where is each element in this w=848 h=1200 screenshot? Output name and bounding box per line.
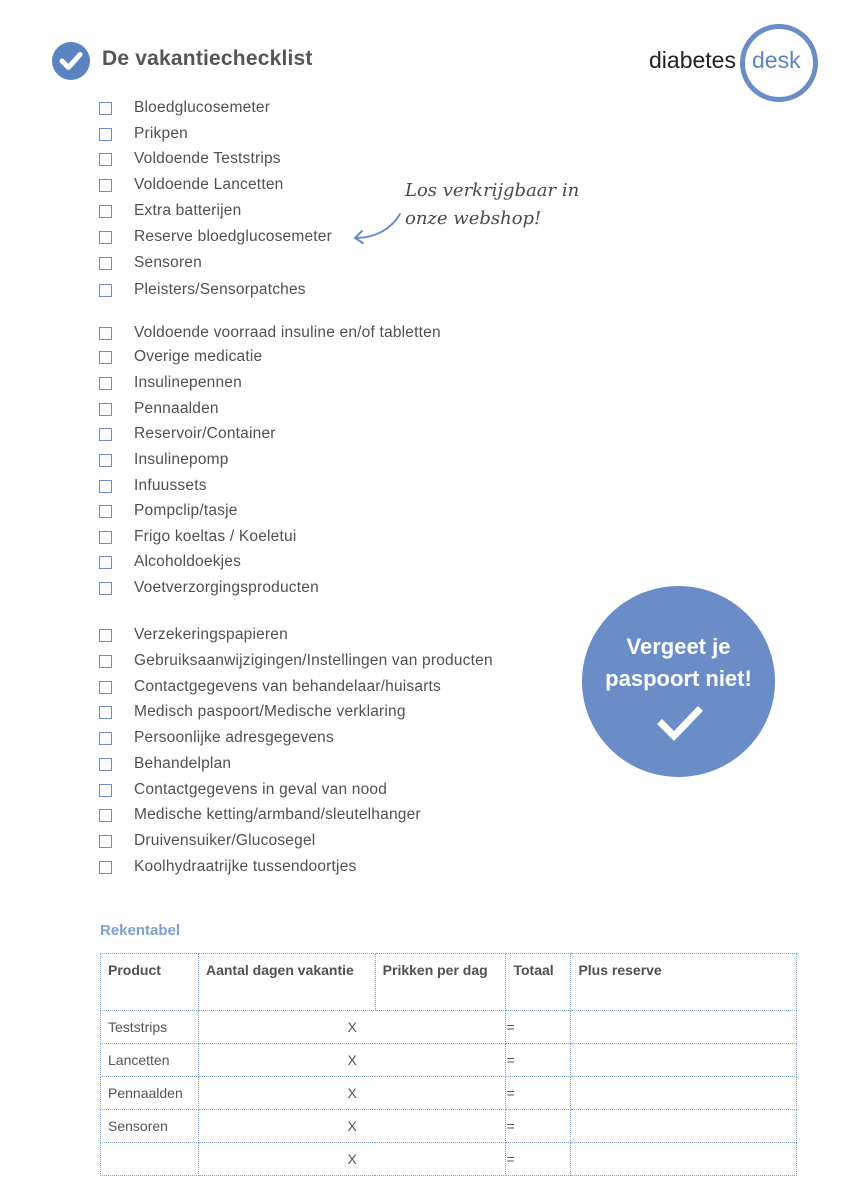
checklist-item[interactable] (99, 98, 271, 118)
checklist-item[interactable] (99, 424, 276, 444)
multiply-cell[interactable] (198, 1077, 506, 1110)
reserve-cell[interactable] (571, 1044, 797, 1077)
checklist-item-label: Extra batterijen (134, 202, 242, 219)
checklist-item[interactable] (99, 227, 332, 247)
checkbox[interactable] (99, 655, 112, 668)
table-row (101, 1077, 797, 1110)
checkbox[interactable] (99, 706, 112, 719)
checklist-item[interactable] (99, 399, 219, 419)
product-cell: Teststrips (101, 1011, 199, 1044)
equals-symbol: = (506, 1085, 515, 1101)
equals-cell[interactable] (506, 1044, 571, 1077)
page-title: De vakantiechecklist (102, 47, 313, 70)
multiply-cell[interactable] (198, 1011, 506, 1044)
checkbox[interactable] (99, 428, 112, 441)
checkbox[interactable] (99, 531, 112, 544)
equals-symbol: = (506, 1118, 515, 1134)
checklist-item[interactable] (99, 831, 316, 851)
checklist-item[interactable] (99, 780, 388, 800)
equals-symbol: = (506, 1052, 515, 1068)
product-cell: Lancetten (101, 1044, 199, 1077)
times-symbol: X (347, 1118, 357, 1134)
equals-cell[interactable] (506, 1011, 571, 1044)
checklist-item-label: Voetverzorgingsproducten (134, 579, 319, 596)
column-header-reserve: Plus reserve (571, 954, 797, 1011)
checklist-item[interactable] (99, 857, 357, 877)
checklist-item[interactable] (99, 280, 306, 300)
checkbox[interactable] (99, 758, 112, 771)
checklist-item[interactable] (99, 124, 188, 144)
checklist-item[interactable] (99, 149, 281, 169)
checklist-item-label: Gebruiksaanwijzigingen/Instellingen van producten (134, 652, 493, 669)
checklist-item-label: Verzekeringspapieren (134, 626, 288, 643)
multiply-cell[interactable] (198, 1143, 506, 1176)
checklist-item[interactable] (99, 552, 242, 572)
checklist-item-label: Contactgegevens in geval van nood (134, 781, 388, 798)
checkbox[interactable] (99, 403, 112, 416)
checklist-item-label: Insulinepennen (134, 374, 242, 391)
checkbox[interactable] (99, 556, 112, 569)
times-symbol: X (347, 1085, 357, 1101)
table-header-row (101, 954, 797, 1011)
logo-text-diabetes: diabetes (649, 47, 736, 73)
equals-cell[interactable] (506, 1077, 571, 1110)
checkbox[interactable] (99, 454, 112, 467)
calc-table (100, 953, 797, 1176)
reserve-cell[interactable] (571, 1077, 797, 1110)
equals-cell[interactable] (506, 1143, 571, 1176)
checkbox[interactable] (99, 257, 112, 270)
checklist-item[interactable] (99, 323, 441, 343)
checkbox[interactable] (99, 784, 112, 797)
reserve-cell[interactable] (571, 1110, 797, 1143)
checklist-item-label: Sensoren (134, 254, 202, 271)
checklist-item[interactable] (99, 201, 242, 221)
column-header-per-day: Prikken per dag (375, 954, 506, 1011)
times-symbol: X (347, 1019, 357, 1035)
checklist-item[interactable] (99, 651, 493, 671)
checklist-item-label: Pleisters/Sensorpatches (134, 281, 306, 298)
checkbox[interactable] (99, 480, 112, 493)
checklist-item-label: Pennaalden (134, 400, 219, 417)
checklist-item-label: Frigo koeltas / Koeletui (134, 528, 297, 545)
logo-text-desk: desk (752, 47, 801, 73)
check-icon (657, 706, 703, 742)
checklist-item[interactable] (99, 253, 202, 273)
checkbox[interactable] (99, 582, 112, 595)
checklist-item[interactable] (99, 450, 229, 470)
checkbox[interactable] (99, 231, 112, 244)
checklist-item-label: Voldoende Teststrips (134, 150, 281, 167)
product-cell[interactable] (101, 1143, 199, 1176)
checklist-item-label: Voldoende Lancetten (134, 176, 284, 193)
checklist-item-label: Voldoende voorraad insuline en/of tabletten (134, 324, 441, 341)
checklist-item[interactable] (99, 476, 207, 496)
checklist-item-label: Prikpen (134, 125, 188, 142)
multiply-cell[interactable] (198, 1110, 506, 1143)
checklist-item-label: Overige medicatie (134, 348, 263, 365)
checkbox[interactable] (99, 732, 112, 745)
equals-symbol: = (506, 1019, 515, 1035)
checklist-item-label: Koolhydraatrijke tussendoortjes (134, 858, 357, 875)
reminder-line2: paspoort niet! (605, 666, 752, 691)
checklist-item-label: Alcoholdoekjes (134, 553, 242, 570)
checkbox[interactable] (99, 205, 112, 218)
reminder-line1: Vergeet je (626, 634, 731, 659)
checkbox[interactable] (99, 179, 112, 192)
checklist-item-label: Reservoir/Container (134, 425, 276, 442)
checklist-item-label: Contactgegevens van behandelaar/huisarts (134, 678, 442, 695)
times-symbol: X (347, 1151, 357, 1167)
checklist-item[interactable] (99, 805, 421, 825)
reserve-cell[interactable] (571, 1011, 797, 1044)
webshop-note-line2: onze webshop! (405, 208, 542, 229)
equals-symbol: = (506, 1151, 515, 1167)
table-row (101, 1011, 797, 1044)
checklist-item[interactable] (99, 527, 297, 547)
checkbox[interactable] (99, 284, 112, 297)
checklist-item-label: Behandelplan (134, 755, 232, 772)
webshop-note-line1: Los verkrijgbaar in (405, 180, 580, 201)
table-row (101, 1110, 797, 1143)
checkbox[interactable] (99, 327, 112, 340)
checklist-item[interactable] (99, 501, 238, 521)
calc-table-title: Rekentabel (100, 922, 181, 939)
multiply-cell[interactable] (198, 1044, 506, 1077)
checklist-item[interactable] (99, 373, 242, 393)
checkbox[interactable] (99, 128, 112, 141)
checkbox[interactable] (99, 153, 112, 166)
checklist-item-label: Insulinepomp (134, 451, 229, 468)
reserve-cell[interactable] (571, 1143, 797, 1176)
checklist-item-label: Infuussets (134, 477, 207, 494)
checkbox[interactable] (99, 681, 112, 694)
arrow-icon (348, 208, 404, 244)
checklist-item[interactable] (99, 578, 319, 598)
column-header-total: Totaal (506, 954, 571, 1011)
checkbox[interactable] (99, 102, 112, 115)
equals-cell[interactable] (506, 1110, 571, 1143)
column-header-product: Product (101, 954, 199, 1011)
checklist-item-label: Reserve bloedglucosemeter (134, 228, 332, 245)
checklist-item[interactable] (99, 175, 284, 195)
product-cell: Sensoren (101, 1110, 199, 1143)
table-row (101, 1143, 797, 1176)
checkbox[interactable] (99, 809, 112, 822)
checklist-item[interactable] (99, 625, 288, 645)
checkbox[interactable] (99, 861, 112, 874)
checklist-item-label: Pompclip/tasje (134, 502, 238, 519)
checklist-item-label: Bloedglucosemeter (134, 99, 271, 116)
times-symbol: X (347, 1052, 357, 1068)
check-circle-icon (52, 42, 90, 80)
checklist-item-label: Medisch paspoort/Medische verklaring (134, 703, 406, 720)
checkbox[interactable] (99, 351, 112, 364)
product-cell: Pennaalden (101, 1077, 199, 1110)
checkbox[interactable] (99, 377, 112, 390)
checklist-item[interactable] (99, 702, 406, 722)
table-row (101, 1044, 797, 1077)
checkbox[interactable] (99, 505, 112, 518)
checklist-item[interactable] (99, 677, 442, 697)
checklist-item-label: Persoonlijke adresgegevens (134, 729, 334, 746)
passport-reminder-badge (582, 586, 775, 777)
checklist-item[interactable] (99, 754, 232, 774)
checklist-item-label: Medische ketting/armband/sleutelhanger (134, 806, 421, 823)
checkbox[interactable] (99, 835, 112, 848)
checkbox[interactable] (99, 629, 112, 642)
checklist-item[interactable] (99, 728, 334, 748)
column-header-days: Aantal dagen vakantie (198, 954, 375, 1011)
checklist-item[interactable] (99, 347, 263, 367)
checklist-item-label: Druivensuiker/Glucosegel (134, 832, 316, 849)
